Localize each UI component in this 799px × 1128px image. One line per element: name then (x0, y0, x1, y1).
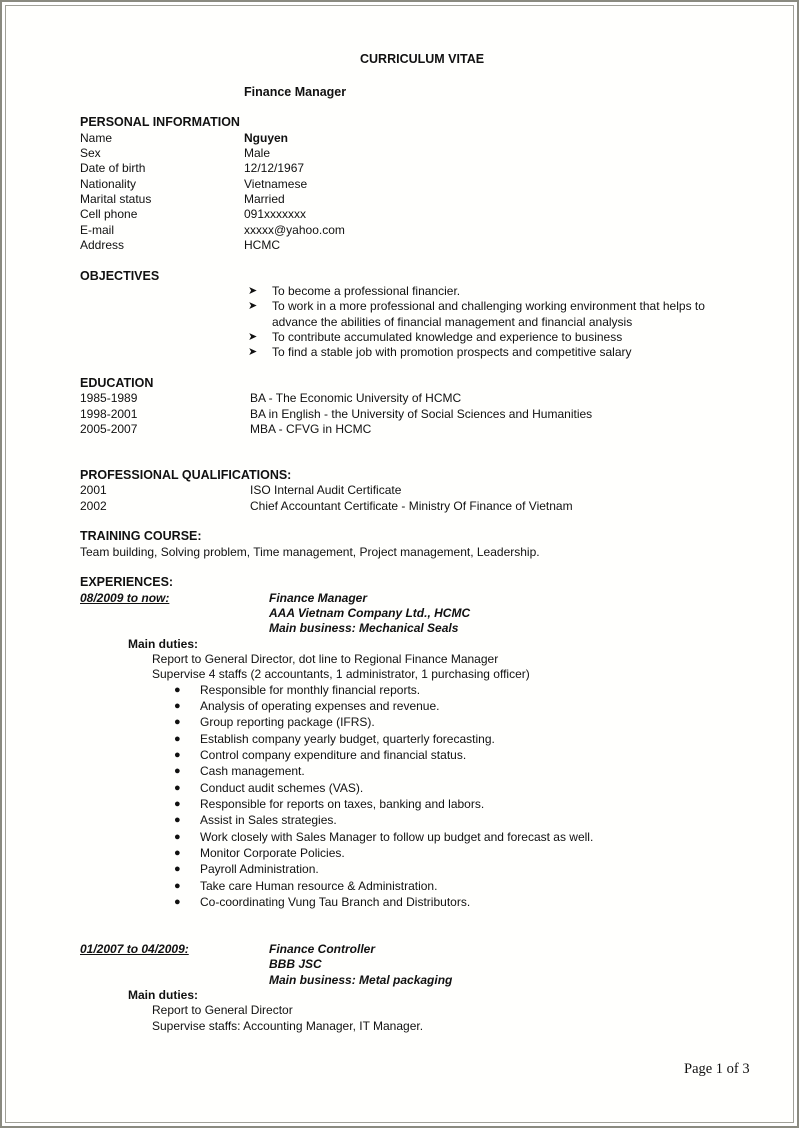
duty-bullet: Work closely with Sales Manager to follow up budget and forecast as well. (200, 830, 594, 844)
qualification-year: 2002 (80, 499, 107, 513)
objective-item: To work in a more professional and challenging working environment that helps to (272, 299, 705, 313)
label-dob: Date of birth (80, 161, 146, 175)
bullet-dot-icon: ● (174, 684, 181, 696)
bullet-dot-icon: ● (174, 880, 181, 892)
duty-bullet: Cash management. (200, 764, 305, 778)
section-heading-training: TRAINING COURSE: (80, 529, 202, 543)
bullet-dot-icon: ● (174, 733, 181, 745)
duty-bullet: Take care Human resource & Administration. (200, 879, 438, 893)
duty-bullet: Monitor Corporate Policies. (200, 846, 345, 860)
label-sex: Sex (80, 146, 101, 160)
arrow-bullet-icon: ➤ (248, 331, 258, 343)
duty-bullet: Establish company yearly budget, quarterly forecasting. (200, 732, 495, 746)
section-heading-personal: PERSONAL INFORMATION (80, 115, 240, 129)
job-business: Main business: Mechanical Seals (269, 621, 459, 635)
label-nationality: Nationality (80, 177, 137, 191)
qualification-detail: ISO Internal Audit Certificate (250, 483, 402, 497)
bullet-dot-icon: ● (174, 814, 181, 826)
duty-bullet: Assist in Sales strategies. (200, 813, 337, 827)
duty-line: Report to General Director, dot line to Regional Finance Manager (152, 652, 499, 666)
objective-item: To find a stable job with promotion prospects and competitive salary (272, 345, 632, 359)
section-heading-objectives: OBJECTIVES (80, 269, 160, 283)
label-name: Name (80, 131, 113, 145)
page-number: Page 1 of 3 (684, 1061, 750, 1077)
bullet-dot-icon: ● (174, 896, 181, 908)
education-detail: MBA - CFVG in HCMC (250, 422, 372, 436)
duty-bullet: Co-coordinating Vung Tau Branch and Distributors. (200, 895, 471, 909)
value-nationality: Vietnamese (244, 177, 308, 191)
education-detail: BA in English - the University of Social Sciences and Humanities (250, 407, 593, 421)
bullet-dot-icon: ● (174, 749, 181, 761)
bullet-dot-icon: ● (174, 847, 181, 859)
bullet-dot-icon: ● (174, 798, 181, 810)
job-period: 08/2009 to now: (80, 591, 170, 605)
bullet-dot-icon: ● (174, 863, 181, 875)
duty-line: Supervise 4 staffs (2 accountants, 1 administrator, 1 purchasing officer) (152, 667, 530, 681)
label-email: E-mail (80, 223, 115, 237)
education-period: 2005-2007 (80, 422, 138, 436)
duty-line: Report to General Director (152, 1003, 293, 1017)
arrow-bullet-icon: ➤ (248, 346, 258, 358)
bullet-dot-icon: ● (174, 765, 181, 777)
value-phone: 091xxxxxxx (244, 207, 307, 221)
bullet-dot-icon: ● (174, 782, 181, 794)
job-role: Finance Manager (269, 591, 368, 605)
position-title: Finance Manager (244, 85, 347, 99)
section-heading-education: EDUCATION (80, 376, 154, 390)
objective-item: To become a professional financier. (272, 284, 461, 298)
qualification-detail: Chief Accountant Certificate - Ministry Of Finance of Vietnam (250, 499, 573, 513)
objective-item-continued: advance the abilities of financial management and financial analysis (272, 315, 633, 329)
education-period: 1998-2001 (80, 407, 138, 421)
value-name: Nguyen (244, 131, 289, 145)
label-marital: Marital status (80, 192, 152, 206)
objective-item: To contribute accumulated knowledge and experience to business (272, 330, 623, 344)
job-company: AAA Vietnam Company Ltd., HCMC (269, 606, 471, 620)
value-marital: Married (244, 192, 285, 206)
duty-bullet: Responsible for monthly financial reports. (200, 683, 421, 697)
bullet-dot-icon: ● (174, 716, 181, 728)
duty-bullet: Responsible for reports on taxes, banking and labors. (200, 797, 485, 811)
education-period: 1985-1989 (80, 391, 138, 405)
bullet-dot-icon: ● (174, 700, 181, 712)
arrow-bullet-icon: ➤ (248, 300, 258, 312)
job-business: Main business: Metal packaging (269, 973, 453, 987)
duty-bullet: Control company expenditure and financial status. (200, 748, 467, 762)
duties-label: Main duties: (128, 637, 199, 651)
job-role: Finance Controller (269, 942, 376, 956)
section-heading-qualifications: PROFESSIONAL QUALIFICATIONS: (80, 468, 292, 482)
job-period: 01/2007 to 04/2009: (80, 942, 189, 956)
section-heading-experiences: EXPERIENCES: (80, 575, 174, 589)
document-title: CURRICULUM VITAE (360, 52, 485, 66)
duty-bullet: Analysis of operating expenses and revenue. (200, 699, 440, 713)
duty-line: Supervise staffs: Accounting Manager, IT Manager. (152, 1019, 424, 1033)
label-address: Address (80, 238, 125, 252)
job-company: BBB JSC (269, 957, 322, 971)
bullet-dot-icon: ● (174, 831, 181, 843)
qualification-year: 2001 (80, 483, 107, 497)
duty-bullet: Conduct audit schemes (VAS). (200, 781, 364, 795)
label-phone: Cell phone (80, 207, 138, 221)
value-sex: Male (244, 146, 271, 160)
education-detail: BA - The Economic University of HCMC (250, 391, 462, 405)
value-email: xxxxx@yahoo.com (244, 223, 345, 237)
duties-label: Main duties: (128, 988, 199, 1002)
duty-bullet: Group reporting package (IFRS). (200, 715, 375, 729)
value-dob: 12/12/1967 (244, 161, 305, 175)
arrow-bullet-icon: ➤ (248, 285, 258, 297)
training-text: Team building, Solving problem, Time management, Project management, Leadership. (80, 545, 540, 559)
value-address: HCMC (244, 238, 280, 252)
duty-bullet: Payroll Administration. (200, 862, 319, 876)
